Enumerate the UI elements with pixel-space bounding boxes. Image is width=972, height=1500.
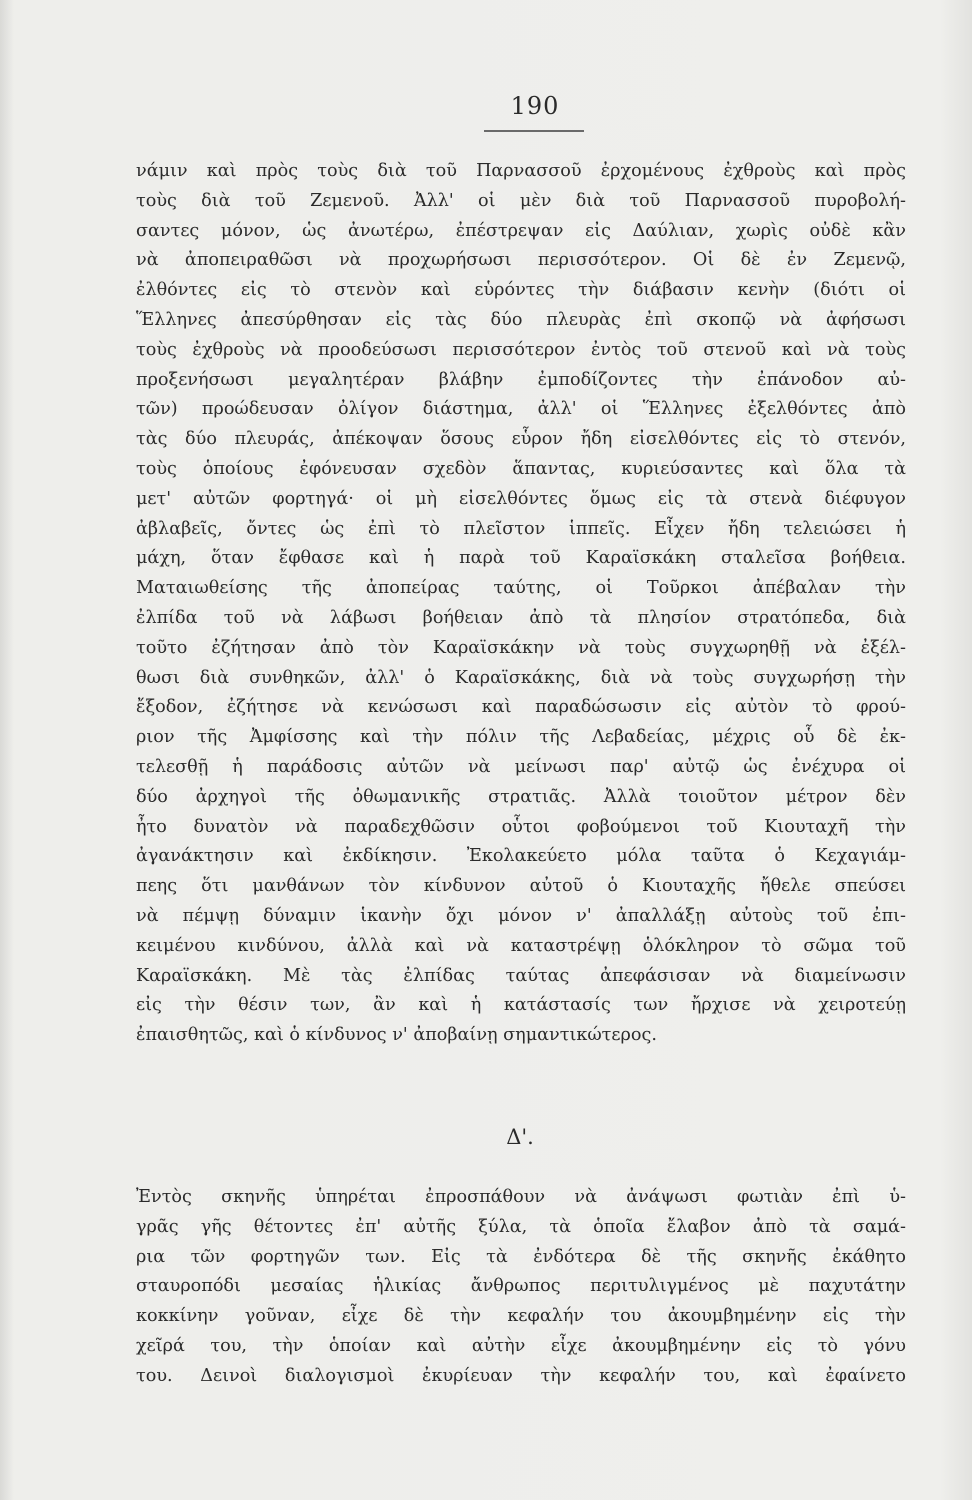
text-line: του. Δεινοὶ διαλογισμοὶ ἐκυρίευαν τὴν κεφαλήν του, καὶ ἐφαίνετο (136, 1365, 906, 1386)
text-line: Ματαιωθείσης τῆς ἀποπείρας ταύτης, οἱ Τοῦρκοι ἀπέβαλαν τὴν (136, 578, 906, 599)
text-line: τὰς δύο πλευράς, ἀπέκοψαν ὅσους εὗρον ἤδη εἰσελθόντες εἰς τὸ στενόν, (136, 429, 906, 450)
text-line: κοκκίνην γοῦναν, εἶχε δὲ τὴν κεφαλήν του ἀκουμβημένην εἰς τὴν (136, 1306, 906, 1327)
body-text-block-2 (136, 1183, 906, 1392)
text-line: Ἕλληνες ἀπεσύρθησαν εἰς τὰς δύο πλευρὰς ἐπὶ σκοπῷ νὰ ἀφήσωσι (136, 309, 906, 330)
text-line: μετ' αὐτῶν φορτηγά· οἱ μὴ εἰσελθόντες ὅμως εἰς τὰ στενὰ διέφυγον (136, 488, 906, 509)
section-heading: Δ'. (506, 1125, 534, 1149)
text-line: προξενήσωσι μεγαλητέραν βλάβην ἐμποδίζοντες τὴν ἐπάνοδον αὐ- (136, 369, 906, 390)
text-line: εἰς τὴν θέσιν των, ἂν καὶ ἡ κατάστασίς των ἤρχισε νὰ χειροτεύῃ (136, 995, 906, 1016)
text-line: ριον τῆς Ἀμφίσσης καὶ τὴν πόλιν τῆς Λεβαδείας, μέχρις οὗ δὲ ἐκ- (136, 727, 906, 748)
text-line: τοὺς ἐχθροὺς νὰ προοδεύσωσι περισσότερον ἐντὸς τοῦ στενοῦ καὶ νὰ τοὺς (136, 339, 906, 360)
page-number-rule (484, 130, 584, 132)
text-line: ἐλπίδα τοῦ νὰ λάβωσι βοήθειαν ἀπὸ τὰ πλησίον στρατόπεδα, διὰ (136, 607, 906, 628)
text-line: χεῖρά του, τὴν ὁποίαν καὶ αὐτὴν εἶχε ἀκουμβημένην εἰς τὸ γόνυ (136, 1335, 906, 1356)
text-line: πεης ὅτι μανθάνων τὸν κίνδυνον αὐτοῦ ὁ Κιουταχῆς ἤθελε σπεύσει (136, 876, 906, 897)
text-line: Ἐντὸς σκηνῆς ὑπηρέται ἐπροσπάθουν νὰ ἀνάψωσι φωτιὰν ἐπὶ ὑ- (136, 1187, 906, 1207)
text-line: γρᾶς γῆς θέτοντες ἐπ' αὐτῆς ξύλα, τὰ ὁποῖα ἔλαβον ἀπὸ τὰ σαμά- (136, 1216, 906, 1237)
text-line: τοῦτο ἐζήτησαν ἀπὸ τὸν Καραϊσκάκην νὰ τοὺς συγχωρηθῇ νὰ ἐξέλ- (136, 637, 906, 658)
text-line: σταυροπόδι μεσαίας ἡλικίας ἄνθρωπος περιτυλιγμένος μὲ παχυτάτην (136, 1276, 906, 1297)
text-line: νὰ πέμψῃ δύναμιν ἱκανὴν ὄχι μόνον ν' ἀπαλλάξῃ αὐτοὺς τοῦ ἐπι- (136, 905, 906, 926)
text-line: θωσι διὰ συνθηκῶν, ἀλλ' ὁ Καραϊσκάκης, διὰ νὰ τοὺς συγχωρήσῃ τὴν (136, 667, 906, 688)
text-line: νάμιν καὶ πρὸς τοὺς διὰ τοῦ Παρνασσοῦ ἐρχομένους ἐχθροὺς καὶ πρὸς (136, 161, 906, 181)
text-line: ἀγανάκτησιν καὶ ἐκδίκησιν. Ἐκολακεύετο μόλα ταῦτα ὁ Κεχαγιάμ- (136, 846, 906, 867)
page-number: 190 (510, 92, 560, 120)
body-text-block-1 (136, 157, 906, 1051)
text-line: τῶν) προώδευσαν ὀλίγον διάστημα, ἀλλ' οἱ Ἕλληνες ἐξελθόντες ἀπὸ (136, 399, 906, 420)
text-line: κειμένου κινδύνου, ἀλλὰ καὶ νὰ καταστρέψῃ ὁλόκληρον τὸ σῶμα τοῦ (136, 935, 906, 956)
text-line: τελεσθῇ ἡ παράδοσις αὐτῶν νὰ μείνωσι παρ' αὐτῷ ὡς ἐνέχυρα οἱ (136, 756, 906, 777)
text-line: νὰ ἀποπειραθῶσι νὰ προχωρήσωσι περισσότερον. Οἱ δὲ ἐν Ζεμενῷ, (136, 250, 906, 271)
text-line: ἀβλαβεῖς, ὄντες ὡς ἐπὶ τὸ πλεῖστον ἱππεῖς. Εἶχεν ἤδη τελειώσει ἡ (136, 518, 906, 539)
text-line: μάχη, ὅταν ἔφθασε καὶ ἡ παρὰ τοῦ Καραϊσκάκη σταλεῖσα βοήθεια. (136, 548, 906, 569)
text-line: Καραϊσκάκη. Μὲ τὰς ἐλπίδας ταύτας ἀπεφάσισαν νὰ διαμείνωσιν (136, 965, 906, 986)
text-line: ἐπαισθητῶς, καὶ ὁ κίνδυνος ν' ἀποβαίνῃ σημαντικώτερος. (136, 1025, 657, 1046)
text-line: ρια τῶν φορτηγῶν των. Εἰς τὰ ἐνδότερα δὲ τῆς σκηνῆς ἐκάθητο (136, 1246, 906, 1267)
text-line: ἐλθόντες εἰς τὸ στενὸν καὶ εὑρόντες τὴν διάβασιν κενὴν (διότι οἱ (136, 280, 906, 301)
text-line: σαντες μόνον, ὡς ἀνωτέρω, ἐπέστρεψαν εἰς Δαύλιαν, χωρὶς οὐδὲ κἂν (136, 220, 906, 241)
text-line: ἔξοδον, ἐζήτησε νὰ κενώσωσι καὶ παραδώσωσιν εἰς αὐτὸν τὸ φρού- (136, 697, 906, 718)
text-line: τοὺς διὰ τοῦ Ζεμενοῦ. Ἀλλ' οἱ μὲν διὰ τοῦ Παρνασσοῦ πυροβολή- (136, 190, 906, 211)
text-line: δύο ἀρχηγοὶ τῆς ὀθωμανικῆς στρατιᾶς. Ἀλλὰ τοιοῦτον μέτρον δὲν (136, 786, 906, 807)
text-line: ἦτο δυνατὸν νὰ παραδεχθῶσιν οὗτοι φοβούμενοι τοῦ Κιουταχῆ τὴν (136, 816, 906, 837)
text-line: τοὺς ὁποίους ἐφόνευσαν σχεδὸν ἅπαντας, κυριεύσαντες καὶ ὅλα τὰ (136, 458, 906, 479)
